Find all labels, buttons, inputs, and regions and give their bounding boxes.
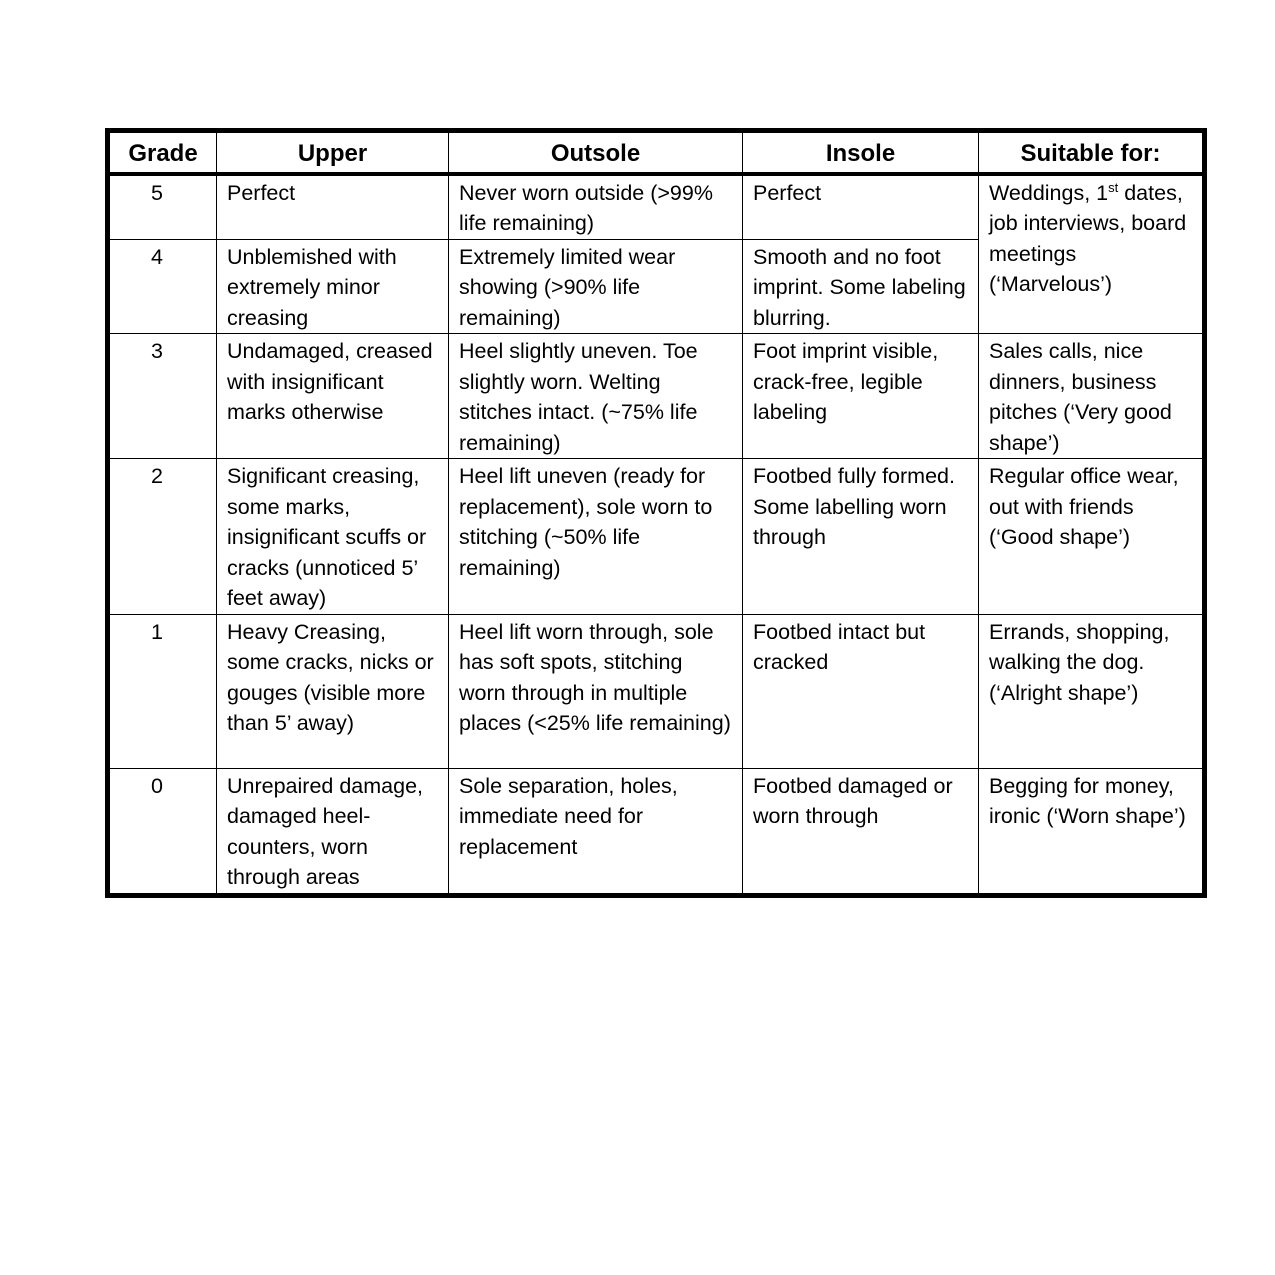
header-grade: Grade xyxy=(108,131,217,174)
upper-cell: Undamaged, creased with insignificant marks otherwise xyxy=(217,334,449,459)
upper-cell: Significant creasing, some marks, insignificant scuffs or cracks (unnoticed 5’ feet away) xyxy=(217,459,449,615)
suitable-cell: Regular office wear, out with friends (‘Good shape’) xyxy=(979,459,1205,615)
table-row xyxy=(108,174,1205,240)
table-row xyxy=(108,334,1205,459)
outsole-cell: Heel lift uneven (ready for replacement), sole worn to stitching (~50% life remaining) xyxy=(449,459,743,615)
suitable-cell: Errands, shopping, walking the dog. (‘Alright shape’) xyxy=(979,614,1205,768)
grade-cell: 0 xyxy=(108,768,217,895)
insole-cell: Smooth and no foot imprint. Some labeling blurring. xyxy=(743,239,979,334)
outsole-cell: Heel lift worn through, sole has soft spots, stitching worn through in multiple places (<25% life remaining) xyxy=(449,614,743,768)
header-outsole: Outsole xyxy=(449,131,743,174)
upper-cell: Heavy Creasing, some cracks, nicks or gouges (visible more than 5’ away) xyxy=(217,614,449,768)
grade-cell: 5 xyxy=(108,174,217,240)
grade-cell: 1 xyxy=(108,614,217,768)
insole-cell: Perfect xyxy=(743,174,979,240)
header-row xyxy=(108,131,1205,174)
ordinal-superscript: st xyxy=(1108,179,1119,195)
header-insole: Insole xyxy=(743,131,979,174)
table-row xyxy=(108,459,1205,615)
outsole-cell: Extremely limited wear showing (>90% life remaining) xyxy=(449,239,743,334)
insole-cell: Foot imprint visible, crack-free, legible labeling xyxy=(743,334,979,459)
suitable-text-suffix: dates, job interviews, board meetings (‘Marvelous’) xyxy=(989,180,1187,296)
shoe-grading-table xyxy=(105,128,1207,898)
suitable-text-prefix: Weddings, 1 xyxy=(989,180,1109,205)
outsole-cell: Sole separation, holes, immediate need for replacement xyxy=(449,768,743,895)
header-suitable: Suitable for: xyxy=(979,131,1205,174)
grade-cell: 2 xyxy=(108,459,217,615)
insole-cell: Footbed damaged or worn through xyxy=(743,768,979,895)
upper-cell: Unrepaired damage, damaged heel-counters, worn through areas xyxy=(217,768,449,895)
insole-cell: Footbed intact but cracked xyxy=(743,614,979,768)
outsole-cell: Never worn outside (>99% life remaining) xyxy=(449,174,743,240)
outsole-cell: Heel slightly uneven. Toe slightly worn. Welting stitches intact. (~75% life remaining) xyxy=(449,334,743,459)
insole-cell: Footbed fully formed. Some labelling worn through xyxy=(743,459,979,615)
upper-cell: Unblemished with extremely minor creasing xyxy=(217,239,449,334)
suitable-cell: Begging for money, ironic (‘Worn shape’) xyxy=(979,768,1205,895)
grade-cell: 4 xyxy=(108,239,217,334)
upper-cell: Perfect xyxy=(217,174,449,240)
suitable-cell: Sales calls, nice dinners, business pitches (‘Very good shape’) xyxy=(979,334,1205,459)
table-row xyxy=(108,614,1205,768)
table-row xyxy=(108,768,1205,895)
suitable-cell xyxy=(979,174,1205,334)
grade-cell: 3 xyxy=(108,334,217,459)
header-upper: Upper xyxy=(217,131,449,174)
